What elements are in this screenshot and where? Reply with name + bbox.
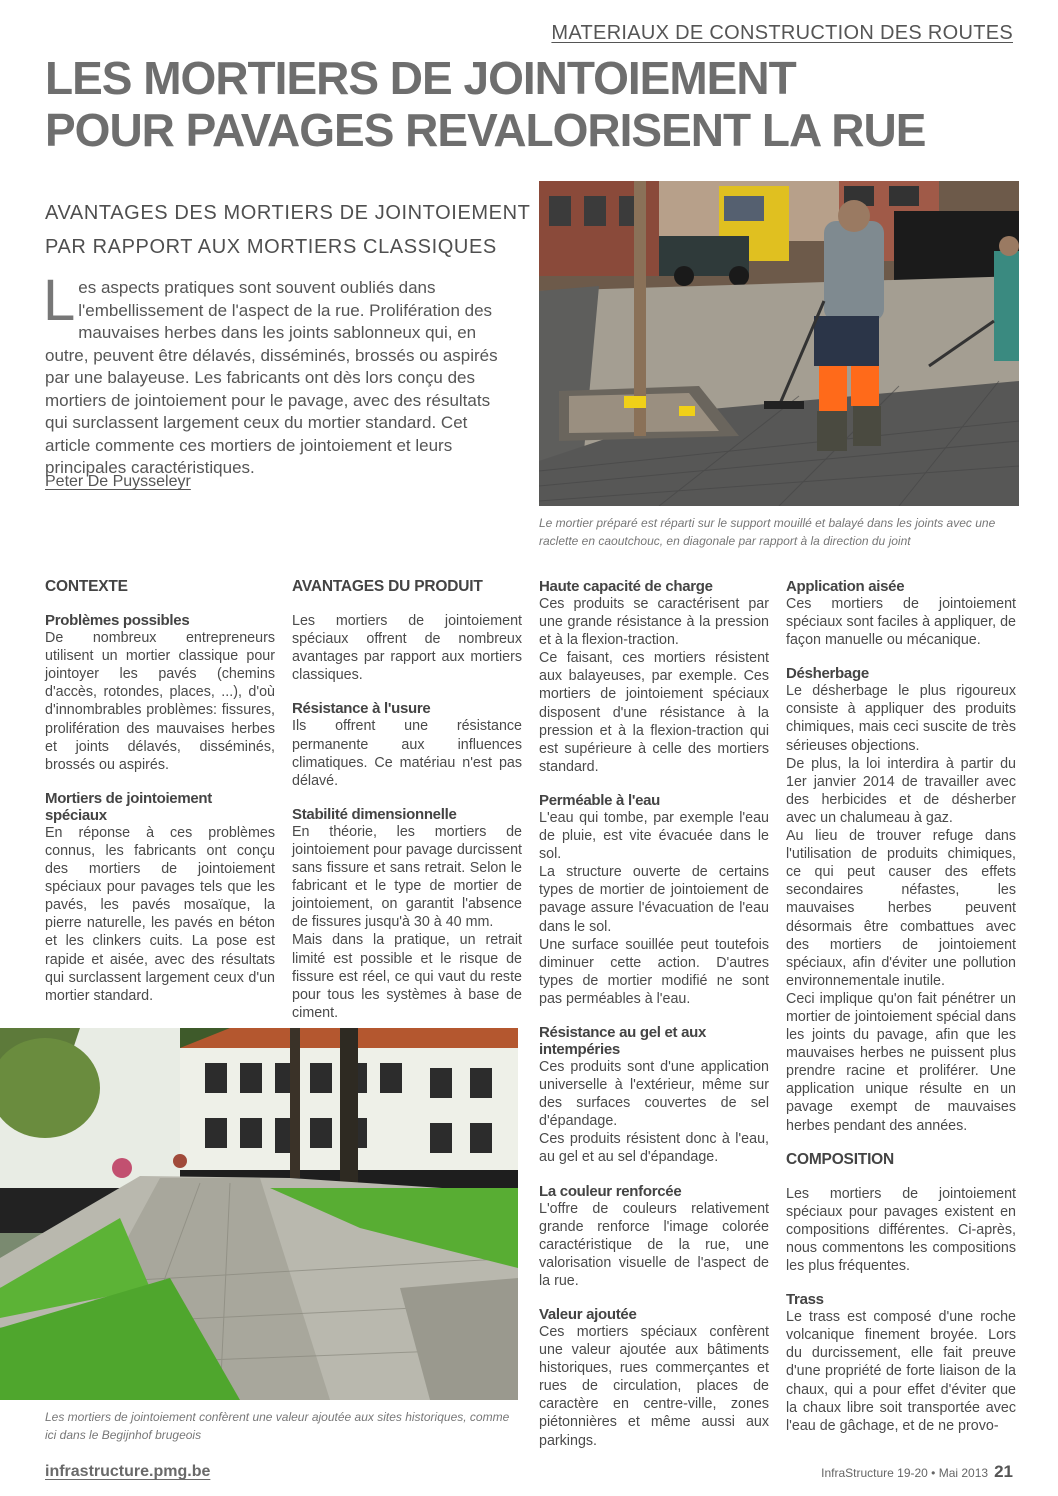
subheading-application: Application aisée — [786, 578, 905, 595]
subheading-resistance-usure: Résistance à l'usure — [292, 700, 431, 718]
paragraph: L'offre de couleurs relativement grande renforce l'image colorée caractéristique de la rue, une valorisation visuelle de l'aspect de la rue. — [539, 1200, 769, 1289]
paragraph: Le désherbage le plus rigoureux consiste à appliquer des produits chimiques, mais ceci suscite de très sérieuses objections. — [786, 683, 1016, 754]
subheading-capacite-charge: Haute capacité de charge — [539, 578, 713, 595]
photo-workers-spreading-mortar — [539, 181, 1019, 506]
photo-begijnhof-bruges — [0, 1028, 518, 1400]
subheading-resistance-gel: Résistance au gel et aux intempéries — [539, 1023, 707, 1058]
subheading-problemes: Problèmes possibles — [45, 612, 190, 630]
author-byline: Peter De Puysseleyr — [45, 473, 191, 490]
paragraph: De nombreux entrepreneurs utilisent un mortier classique pour jointoyer les pavés (chemins d'accès, rotondes, places, ...), d'où d'innombrables problèmes: fissures, prolifération des mauvaises herbes et joints délavés, disséminés, brossés ou aspirés. — [45, 630, 275, 773]
paragraph: Ceci implique qu'on fait pénétrer un mortier de jointoiement spécial dans les joints du pavage, afin que les mauvaises herbes ne puissent plus prendre racine et proliférer. Une application unique résulte en un pavage exempt de mauvaises herbes pendant des années. — [786, 990, 1016, 1134]
subheading-mortiers-speciaux: Mortiers de jointoiement spéciaux — [45, 789, 212, 824]
column-3 — [539, 578, 769, 1450]
paragraph: La structure ouverte de certains types de mortier de jointoiement de pavage assure l'évacuation de l'eau dans le sol. — [539, 864, 769, 935]
paragraph: Ce faisant, ces mortiers résistent aux balayeuses, par exemple. Ces mortiers de jointoiement spéciaux disposent d'une résistance à la pression et à la flexion-traction qui est supérieure à celle des mortiers standard. — [539, 650, 769, 775]
issue-info — [821, 1462, 1013, 1482]
column-2 — [292, 578, 522, 1022]
paragraph: De plus, la loi interdira à partir du 1er janvier 2014 de travailler avec des herbicides et de désherber avec un chalumeau à gaz. — [786, 755, 1016, 826]
subtitle-line-2: PAR RAPPORT AUX MORTIERS CLASSIQUES — [45, 236, 497, 258]
page-title — [45, 52, 1015, 156]
paragraph: Ils offrent une résistance permanente aux influences climatiques. Ce matériau n'est pas délavé. — [292, 718, 522, 789]
paragraph: L'eau qui tombe, par exemple l'eau de pluie, est vite évacuée dans le sol. — [539, 809, 769, 863]
page-number: 21 — [994, 1462, 1013, 1481]
intro-paragraph — [43, 268, 505, 480]
subheading-valeur-ajoutee: Valeur ajoutée — [539, 1306, 637, 1323]
section-label: MATERIAUX DE CONSTRUCTION DES ROUTES — [551, 22, 1013, 44]
issue-label: InfraStructure 19-20 • Mai 2013 — [821, 1466, 989, 1480]
section-heading-contexte: CONTEXTE — [45, 578, 128, 595]
drop-cap: L — [43, 268, 76, 333]
paragraph: Ces produits sont d'une application universelle à l'extérieur, même sur des surfaces couvertes de sel d'épandage. — [539, 1058, 769, 1130]
column-4 — [786, 578, 1016, 1435]
subtitle — [45, 196, 531, 264]
subheading-permeable: Perméable à l'eau — [539, 791, 661, 809]
title-line-1: LES MORTIERS DE JOINTOIEMENT — [45, 52, 796, 104]
title-line-2: POUR PAVAGES REVALORISENT LA RUE — [45, 104, 926, 156]
subheading-couleur: La couleur renforcée — [539, 1182, 682, 1200]
paragraph: Le trass est composé d'une roche volcanique finement broyée. Lors du durcissement, elle fait preuve d'une propriété de forte liaison de la chaux, qui a pour effet d'éviter que la chaux libre soit transportée avec l'eau de gâchage, et de ne provo- — [786, 1309, 1016, 1434]
subtitle-line-1: AVANTAGES DES MORTIERS DE JOINTOIEMENT — [45, 202, 531, 224]
website-link[interactable]: infrastructure.pmg.be — [45, 1463, 211, 1480]
subheading-desherbage: Désherbage — [786, 665, 869, 683]
paragraph: Mais dans la pratique, un retrait limité est possible et le risque de fissure est réel, ce qui vaut du reste pour tous les systèmes à base de ciment. — [292, 932, 522, 1021]
paragraph: Ces produits se caractérisent par une grande résistance à la pression et à la flexion-traction. — [539, 596, 769, 649]
paragraph: Au lieu de trouver refuge dans l'utilisation de produits chimiques, ce qui peut causer des effets secondaires néfastes, les mauvaises herbes peuvent désormais être combattues avec des mortiers de jointoiement spéciaux, afin d'éviter une pollution environnementale inutile. — [786, 828, 1016, 989]
paragraph: Ces mortiers spéciaux confèrent une valeur ajoutée aux bâtiments historiques, rues commerçantes et rues de circulation, places de caractère en centre-ville, zones piétonnières et même aussi aux parkings. — [539, 1324, 769, 1449]
paragraph: Ces mortiers de jointoiement spéciaux sont faciles à appliquer, de façon manuelle ou mécanique. — [786, 596, 1016, 649]
photo-caption-1: Le mortier préparé est réparti sur le support mouillé et balayé dans les joints avec une raclette en caoutchouc, en diagonale par rapport à la direction du joint — [539, 516, 996, 548]
paragraph: En théorie, les mortiers de jointoiement pour pavage durcissent sans fissure et sans retrait. Selon le fabricant et le type de mortier de jointoiement, on garantit l'absence de fissures jusqu'à 30 à 40 mm. — [292, 823, 522, 931]
paragraph: Les mortiers de jointoiement spéciaux offrent de nombreux avantages par rapport aux mortiers classiques. — [292, 613, 522, 684]
photo-caption-2: Les mortiers de jointoiement confèrent une valeur ajoutée aux sites historiques, comme ici dans le Begijnhof brugeois — [45, 1410, 510, 1442]
paragraph: Ces produits résistent donc à l'eau, au gel et au sel d'épandage. — [539, 1131, 769, 1166]
section-heading-avantages: AVANTAGES DU PRODUIT — [292, 578, 483, 595]
paragraph: Les mortiers de jointoiement spéciaux pour pavages existent en compositions différentes. Ci-après, nous commentons les compositions les plus fréquentes. — [786, 1185, 1016, 1275]
subheading-stabilite: Stabilité dimensionnelle — [292, 805, 457, 823]
paragraph: En réponse à ces problèmes connus, les fabricants ont conçu des mortiers de jointoiement spéciaux pour pavages tels que les pavés, les pavés mosaïque, la pierre naturelle, les pavés en béton et les clinkers cuits. La pose est rapide et aisée, avec des résultats qui surclassent largement ceux d'un mortier standard. — [45, 824, 275, 1004]
paragraph: Une surface souillée peut toutefois diminuer cette action. D'autres types de mortier modifié ne sont pas perméables à l'eau. — [539, 936, 769, 1007]
column-1 — [45, 578, 275, 1005]
section-heading-composition: COMPOSITION — [786, 1150, 895, 1168]
intro-text: es aspects pratiques sont souvent oubliés dans l'embellissement de l'aspect de la rue. Prolifération des mauvaises herbes dans les joints sablonneux qui, en outre, peuvent être délavés, disséminés, brossés ou aspirés par une balayeuse. Les fabricants ont dès lors conçu des mortiers de jointoiement pour le pavage, avec des résultats qui surclassent largement ceux du mortier standard. Cet article commente ces mortiers de jointoiement et leurs principales caractéristiques. — [45, 278, 498, 477]
subheading-trass: Trass — [786, 1291, 824, 1309]
